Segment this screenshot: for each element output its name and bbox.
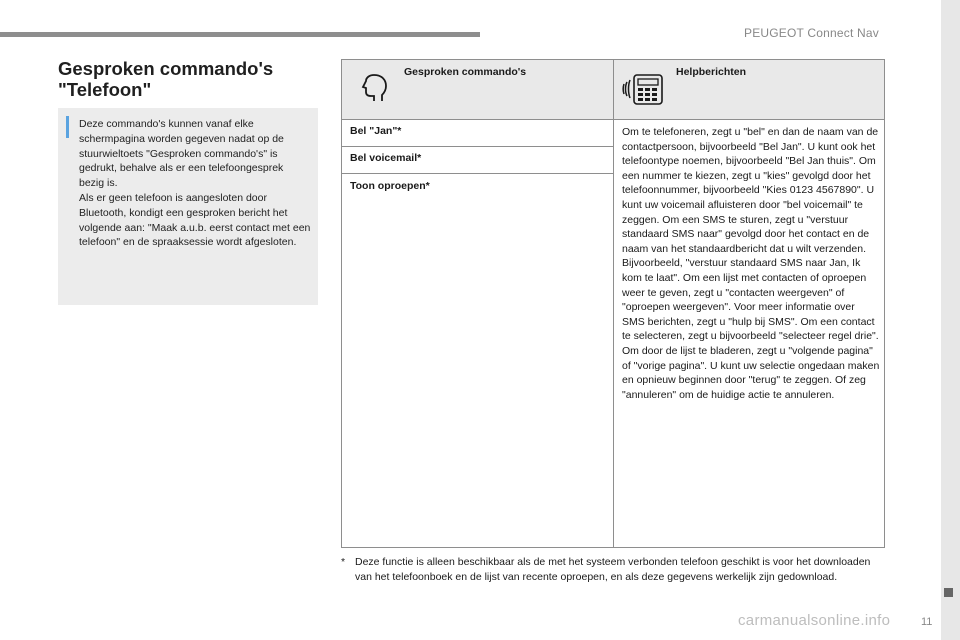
- table-row-command: Toon oproepen*: [350, 180, 430, 192]
- header-brand: PEUGEOT Connect Nav: [744, 26, 879, 40]
- section-title: Gesproken commando's "Telefoon": [58, 58, 274, 100]
- voice-command-icon: [360, 72, 392, 109]
- info-text: [79, 117, 311, 250]
- footnote-marker: *: [341, 556, 346, 568]
- watermark: carmanualsonline.info: [738, 612, 891, 629]
- page-edge-strip: [941, 0, 960, 640]
- header-rule: [0, 32, 480, 37]
- page-number: 11: [921, 616, 933, 628]
- info-paragraph-2: Als er geen telefoon is aangesloten door Bluetooth, kondigt een gesproken bericht het volgende aan: "Maak a.u.b. eerst contact met een telefoon" en de spraaksessie wordt afgesloten.: [79, 191, 311, 249]
- commands-table: [341, 59, 885, 548]
- footnote-text: Deze functie is alleen beschikbaar als de met het systeem verbonden telefoon geschikt is voor het downloaden van het telefoonboek en de lijst van recente oproepen, en als deze gegevens werkelijk zijn gedownload.: [355, 556, 871, 583]
- header-commands: Gesproken commando's: [404, 66, 527, 78]
- table-row-command: Bel voicemail*: [350, 152, 422, 164]
- row-divider: [342, 173, 613, 174]
- row-divider: [342, 146, 613, 147]
- page-edge-marker: [944, 588, 953, 597]
- info-box: [58, 108, 318, 305]
- header-help: Helpberichten: [676, 66, 747, 78]
- help-text: Om te telefoneren, zegt u "bel" en dan de naam van de contactpersoon, bijvoorbeeld "Bel Jan". U kunt ook het telefoontype noemen, bijvoorbeeld "Bel Jan thuis". Om een nummer te kiezen, zegt u "kies" gevolgd door het telefoonnummer, bijvoorbeeld "Kies 0123 4567890". U kunt uw voicemail afluisteren door "bel voicemail" te zeggen. Om een SMS te sturen, zegt u "verstuur standaard SMS naar" gevolgd door het contact en de naam van het standaardbericht dat u wilt verzenden. Bijvoorbeeld, "verstuur standaard SMS naar Jan, Ik kom te laat". Om een lijst met contacten of oproepen weer te geven, zegt u "contacten weergeven" of "oproepen weergeven". Voor meer informatie over SMS berichten, zegt u "hulp bij SMS". Om een contact te selecteren, zegt u bijvoorbeeld "selecteer regel drie". Om door de lijst te bladeren, zegt u "volgende pagina" of "vorige pagina". U kunt uw selectie ongedaan maken en opnieuw beginnen door "terug" te zeggen. Of zeg "annuleren" om de huidige actie te annuleren.: [622, 126, 880, 401]
- info-marker: [66, 116, 69, 138]
- column-divider: [613, 60, 614, 547]
- table-row-command: Bel "Jan"*: [350, 125, 402, 137]
- phone-voice-help-icon: [622, 72, 666, 111]
- info-paragraph-1: Deze commando's kunnen vanaf elke schermpagina worden gegeven nadat op de stuurwieltoets "Gesproken commando's" is gedrukt, behalve als er een telefoongesprek bezig is.: [79, 118, 284, 190]
